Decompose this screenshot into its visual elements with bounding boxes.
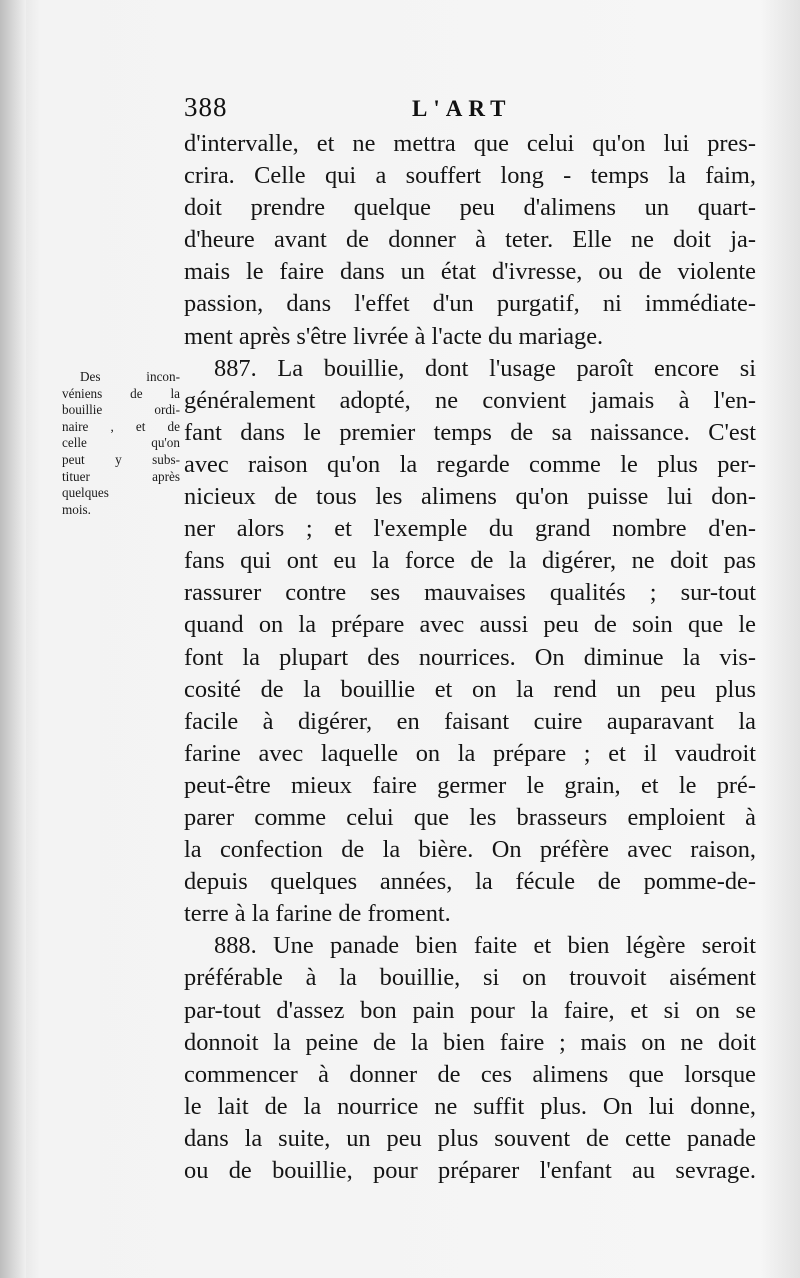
text-line: font la plupart des nourrices. On diminue la vis- [184, 643, 756, 671]
text-line: passion, dans l'effet d'un purgatif, ni immédiate- [184, 290, 756, 318]
margin-note-line: peut y subs- [62, 451, 180, 467]
text-line: fans qui ont eu la force de la digérer, ne doit pas [184, 547, 756, 575]
text-line: donnoit la peine de la bien faire ; mais on ne doit [184, 1028, 756, 1056]
text-line: dans la suite, un peu plus souvent de cette panade [184, 1124, 756, 1152]
text-line: nicieux de tous les alimens qu'on puisse lui don- [184, 483, 756, 511]
text-line: rassurer contre ses mauvaises qualités ; sur-tout [184, 579, 756, 607]
text-line: doit prendre quelque peu d'alimens un quart- [184, 194, 756, 222]
text-line: d'intervalle, et ne mettra que celui qu'on lui pres- [184, 130, 756, 157]
text-line: depuis quelques années, la fécule de pomme-de- [184, 868, 756, 896]
page-number: 388 [184, 92, 228, 122]
margin-note [62, 369, 180, 518]
margin-note-line: bouillie ordi- [62, 402, 180, 418]
text-line: facile à digérer, en faisant cuire auparavant la [184, 707, 756, 735]
margin-note-line: celle qu'on [62, 435, 180, 451]
text-line: d'heure avant de donner à teter. Elle ne doit ja- [184, 226, 756, 254]
text-line: avec raison qu'on la regarde comme le plus per- [184, 450, 756, 478]
margin-note-line: tituer après [62, 468, 180, 484]
text-line: le lait de la nourrice ne suffit plus. On lui donne, [184, 1092, 756, 1120]
text-line: cosité de la bouillie et on la rend un peu plus [184, 675, 756, 703]
text-line: quand on la prépare avec aussi peu de soin que le [184, 611, 756, 639]
text-line: ou de bouillie, pour préparer l'enfant au sevrage. [184, 1157, 756, 1184]
text-line: généralement adopté, ne convient jamais à l'en- [184, 386, 756, 414]
text-line: terre à la farine de froment. [184, 900, 451, 928]
margin-note-line: quelques [62, 485, 109, 501]
text-line: ner alors ; et l'exemple du grand nombre d'en- [184, 515, 756, 543]
text-line: crira. Celle qui a souffert long - temps la faim, [184, 162, 756, 190]
text-line: fant dans le premier temps de sa naissance. C'est [184, 418, 756, 446]
text-line: la confection de la bière. On préfère avec raison, [184, 836, 756, 864]
margin-note-line: véniens de la [62, 385, 180, 401]
text-line: farine avec laquelle on la prépare ; et il vaudroit [184, 739, 756, 767]
page-edge-shadow [0, 0, 26, 1278]
text-line: peut-être mieux faire germer le grain, et le pré- [184, 771, 756, 799]
paragraph-888-start: 888. Une panade bien faite et bien légère seroit [214, 932, 756, 960]
text-line: mais le faire dans un état d'ivresse, ou de violente [184, 258, 756, 286]
text-line: ment après s'être livrée à l'acte du mariage. [184, 322, 604, 350]
text-line: par-tout d'assez bon pain pour la faire, et si on se [184, 996, 756, 1024]
margin-note-line: naire , et de [62, 418, 180, 434]
text-line: parer comme celui que les brasseurs emploient à [184, 803, 756, 831]
page-header [0, 92, 800, 132]
margin-note-line: mois. [62, 501, 91, 517]
body-text [184, 128, 756, 1187]
paragraph-887-start: 887. La bouillie, dont l'usage paroît encore si [214, 354, 756, 382]
text-line: commencer à donner de ces alimens que lorsque [184, 1060, 756, 1088]
running-title: L'ART [412, 96, 512, 121]
text-line: préférable à la bouillie, si on trouvoit aisément [184, 964, 756, 992]
margin-note-line: Des incon- [80, 369, 180, 384]
